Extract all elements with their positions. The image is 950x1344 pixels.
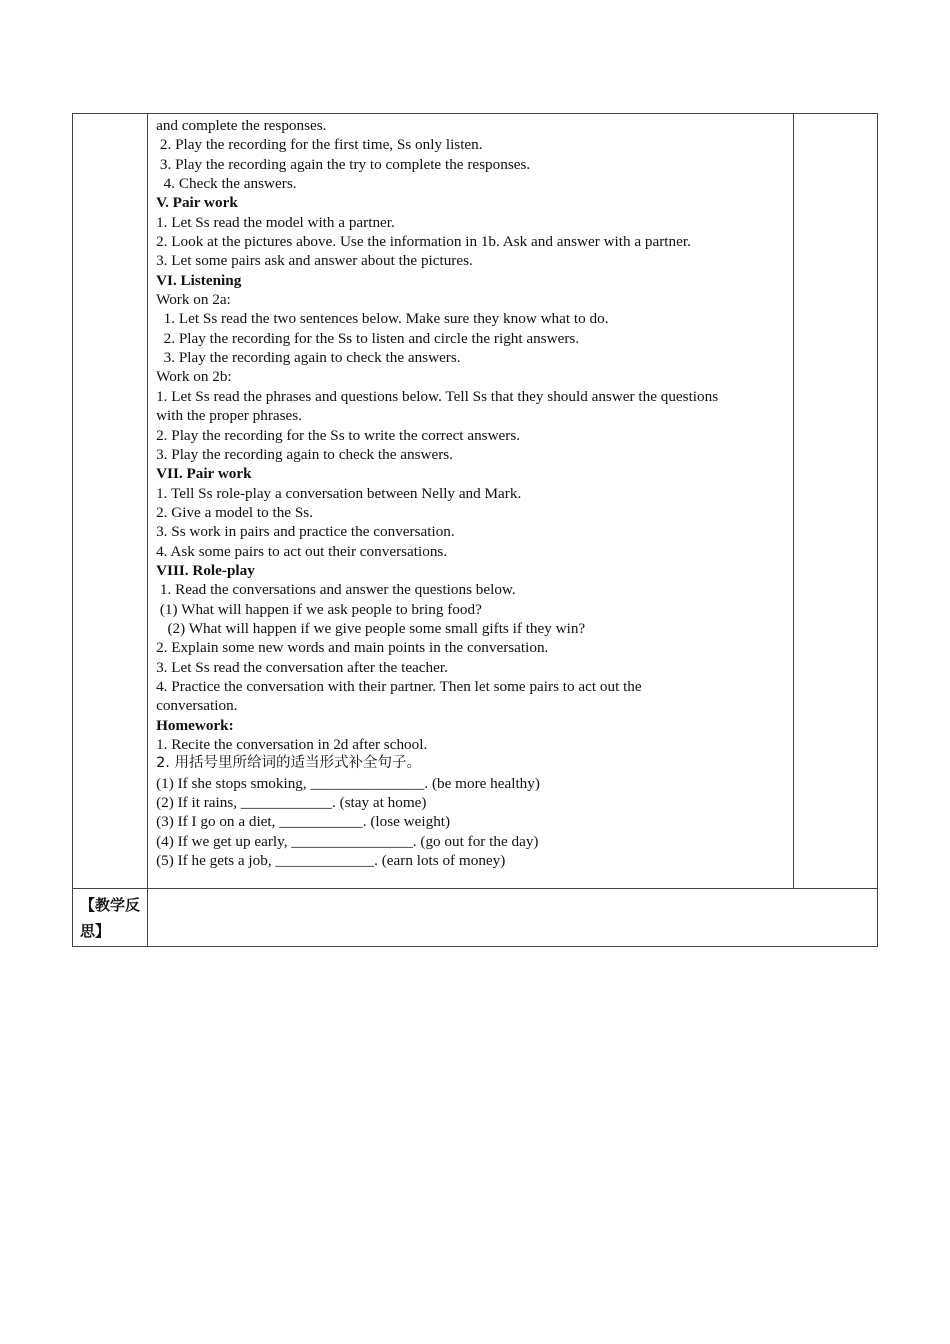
content-line: 3. Play the recording again the try to complete the responses. <box>156 155 531 173</box>
content-line: 3. Play the recording again to check the answers. <box>156 349 461 367</box>
content-line: 3. Let some pairs ask and answer about the pictures. <box>156 252 473 270</box>
content-line: (3) If I go on a diet, ___________. (lose weight) <box>156 813 451 831</box>
content-line: Work on 2b: <box>156 368 232 386</box>
content-line: (1) If she stops smoking, _______________. (be more healthy) <box>156 774 540 792</box>
content-line: 4. Check the answers. <box>156 175 297 193</box>
section-heading: VII. Pair work <box>156 465 252 483</box>
content-line: 1. Read the conversations and answer the questions below. <box>156 581 516 599</box>
content-line: 2. Look at the pictures above. Use the information in 1b. Ask and answer with a partner. <box>156 233 691 251</box>
section-heading: VIII. Role-play <box>156 561 255 579</box>
content-line: and complete the responses. <box>156 117 327 134</box>
content-line: 1. Let Ss read the model with a partner. <box>156 213 395 231</box>
content-line: 1. Let Ss read the two sentences below. Make sure they know what to do. <box>156 310 609 328</box>
content-line: (1) What will happen if we ask people to bring food? <box>156 600 482 618</box>
section-heading: VI. Listening <box>156 271 242 289</box>
content-line: 2. Explain some new words and main points in the conversation. <box>156 639 549 657</box>
procedure-notes-cell <box>793 114 877 889</box>
content-line: 2. Give a model to the Ss. <box>156 503 313 521</box>
content-line: conversation. <box>156 697 238 715</box>
content-line: (2) What will happen if we give people some small gifts if they win? <box>156 619 586 637</box>
content-line: 3. Let Ss read the conversation after the teacher. <box>156 658 448 676</box>
procedure-label-cell <box>73 114 148 889</box>
content-line: 3. Play the recording again to check the answers. <box>156 445 453 463</box>
content-line: 3. Ss work in pairs and practice the conversation. <box>156 523 455 541</box>
content-line: 2. Play the recording for the Ss to write the correct answers. <box>156 426 521 444</box>
content-line: 1. Recite the conversation in 2d after school. <box>156 736 428 753</box>
reflection-label: 【教学反思】 <box>80 895 141 940</box>
content-line: (5) If he gets a job, _____________. (earn lots of money) <box>156 852 506 870</box>
content-line: 2. 用括号里所给词的适当形式补全句子。 <box>156 755 422 772</box>
section-heading: Homework: <box>156 716 234 734</box>
reflection-content-cell[interactable] <box>148 889 878 947</box>
content-line: 1. Tell Ss role-play a conversation between Nelly and Mark. <box>156 484 522 502</box>
procedure-content-cell <box>148 114 794 889</box>
content-line: 4. Ask some pairs to act out their conversations. <box>156 542 448 560</box>
content-line: (4) If we get up early, ________________. (go out for the day) <box>156 832 539 850</box>
lesson-plan-table <box>72 113 878 947</box>
content-line: 2. Play the recording for the Ss to listen and circle the right answers. <box>156 329 580 347</box>
procedure-row <box>73 114 878 889</box>
content-line: 1. Let Ss read the phrases and questions below. Tell Ss that they should answer the questions <box>156 387 719 405</box>
content-line: 4. Practice the conversation with their partner. Then let some pairs to act out the <box>156 677 642 695</box>
content-line: 2. Play the recording for the first time, Ss only listen. <box>156 136 483 154</box>
section-heading: V. Pair work <box>156 194 238 212</box>
content-line: with the proper phrases. <box>156 407 303 425</box>
content-line: (2) If it rains, ____________. (stay at home) <box>156 794 427 812</box>
content-line: Work on 2a: <box>156 291 231 309</box>
reflection-row <box>73 889 878 947</box>
reflection-label-cell <box>73 889 148 947</box>
